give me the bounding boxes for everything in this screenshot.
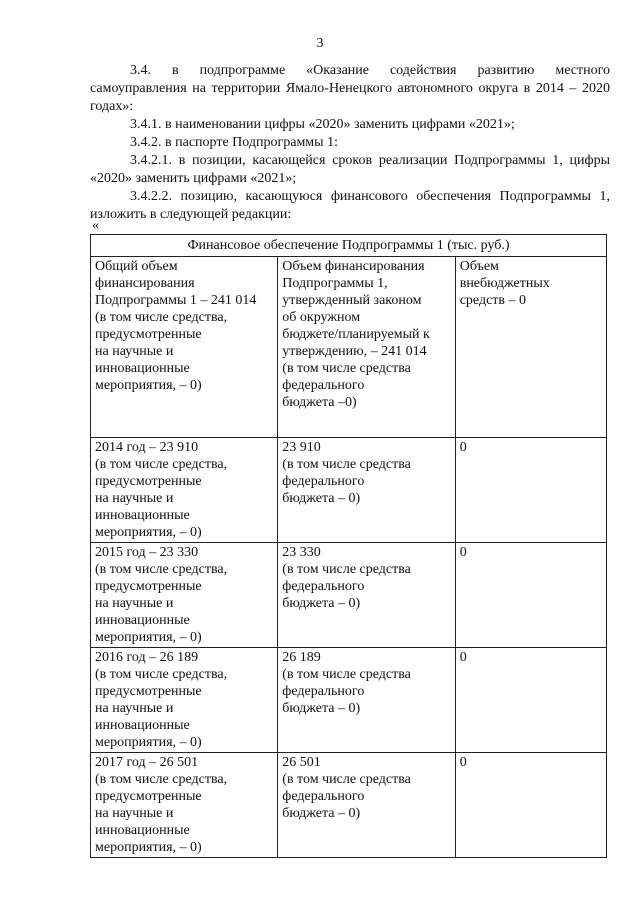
row-budget-cell: 26 501 (в том числе средства федерального бюджета – 0) bbox=[278, 753, 455, 858]
row-year-cell: 2017 год – 26 501 (в том числе средства, предусмотренные на научные и инновационные мероприятия, – 0) bbox=[91, 753, 278, 858]
row-extrabudget-cell: 0 bbox=[455, 543, 606, 648]
paragraph-3-4-1: 3.4.1. в наименовании цифры «2020» заменить цифрами «2021»; bbox=[130, 117, 515, 132]
header-total-financing: Общий объем финансирования Подпрограммы 1 – 241 014 (в том числе средства, предусмотренные на научные и инновационные мероприятия, – 0) bbox=[91, 257, 278, 438]
header-extrabudgetary: Объем внебюджетных средств – 0 bbox=[455, 257, 606, 438]
row-extrabudget-cell: 0 bbox=[455, 438, 606, 543]
row-year-cell: 2016 год – 26 189 (в том числе средства, предусмотренные на научные и инновационные мероприятия, – 0) bbox=[91, 648, 278, 753]
paragraph-3-4-first-line: 3.4. в подпрограмме «Оказание содействия развитию местного bbox=[130, 63, 610, 78]
table-title: Финансовое обеспечение Подпрограммы 1 (тыс. руб.) bbox=[91, 235, 607, 257]
header-budget-financing: Объем финансирования Подпрограммы 1, утвержденный законом об окружном бюджете/планируемый к утверждению, – 241 014 (в том числе средства федерального бюджета –0) bbox=[278, 257, 455, 438]
paragraph-3-4-2-1: 3.4.2.1. в позиции, касающейся сроков реализации Подпрограммы 1, цифры «2020» заменить цифрами «2021»; bbox=[90, 153, 610, 186]
table-row bbox=[91, 648, 607, 753]
table-row bbox=[91, 543, 607, 648]
table-header-row bbox=[91, 257, 607, 438]
row-budget-cell: 23 910 (в том числе средства федерального бюджета – 0) bbox=[278, 438, 455, 543]
opening-quote: « bbox=[92, 218, 99, 233]
row-year-cell: 2014 год – 23 910 (в том числе средства, предусмотренные на научные и инновационные мероприятия, – 0) bbox=[91, 438, 278, 543]
row-year-cell: 2015 год – 23 330 (в том числе средства, предусмотренные на научные и инновационные мероприятия, – 0) bbox=[91, 543, 278, 648]
row-budget-cell: 26 189 (в том числе средства федерального бюджета – 0) bbox=[278, 648, 455, 753]
page-number: 3 bbox=[316, 36, 324, 51]
row-extrabudget-cell: 0 bbox=[455, 648, 606, 753]
table-title-row bbox=[91, 235, 607, 257]
row-budget-cell: 23 330 (в том числе средства федерального бюджета – 0) bbox=[278, 543, 455, 648]
table-row bbox=[91, 753, 607, 858]
paragraph-3-4-continuation: самоуправления на территории Ямало-Ненецкого автономного округа в 2014 – 2020 годах»: bbox=[90, 81, 610, 114]
financing-table bbox=[90, 234, 607, 858]
row-extrabudget-cell: 0 bbox=[455, 753, 606, 858]
paragraph-3-4-2-2: 3.4.2.2. позицию, касающуюся финансового обеспечения Подпрограммы 1, изложить в следующей редакции: bbox=[90, 189, 610, 222]
paragraph-3-4-2: 3.4.2. в паспорте Подпрограммы 1: bbox=[130, 135, 338, 150]
document-body bbox=[90, 62, 610, 224]
table-row bbox=[91, 438, 607, 543]
